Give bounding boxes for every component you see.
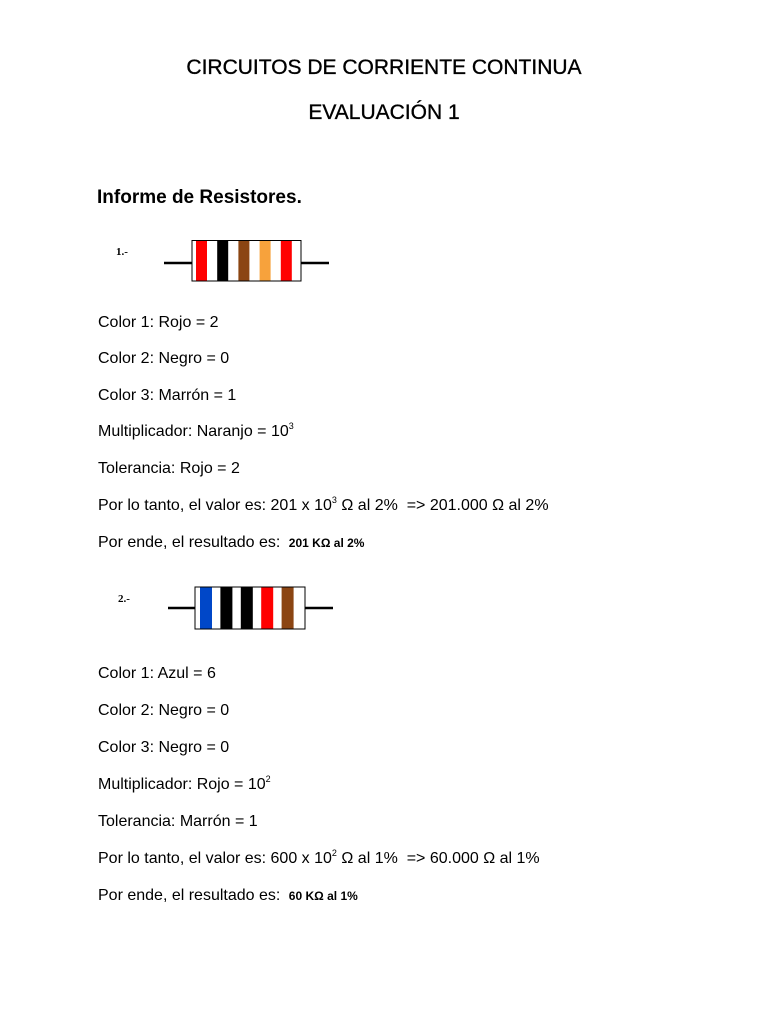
resistor-1-band-3 [238,241,249,281]
resistor-2-result-value: 60 KΩ al 1% [288,889,358,903]
resistor-1-number: 1.- [116,246,128,258]
resistor-1-color3: Color 3: Marrón = 1 [98,387,237,404]
resistor-2-band-1 [200,588,212,629]
resistor-1-diagram [164,239,330,283]
resistor-2-band-4 [261,588,273,629]
resistor-1-color1: Color 1: Rojo = 2 [98,314,219,331]
resistor-2-diagram [168,586,334,630]
resistor-2-multiplier-exponent: 2 [265,774,271,784]
resistor-2-band-2 [220,588,232,629]
resistor-2-color1: Color 1: Azul = 6 [98,665,216,682]
resistor-1-result-value: 201 KΩ al 2% [288,536,365,550]
resistor-2-tolerance: Tolerancia: Marrón = 1 [98,813,258,830]
resistor-2-band-5 [282,588,294,629]
section-heading: Informe de Resistores. [97,187,302,208]
resistor-1-value-suffix: Ω al 2% => 201.000 Ω al 2% [336,497,549,514]
resistor-1-band-1 [196,241,207,281]
resistor-1-multiplier-text: Multiplicador: Naranjo = 10 [98,423,289,440]
resistor-1-band-4 [260,241,271,281]
resistor-1-value-exponent: 3 [331,495,337,505]
resistor-2-value [98,849,540,869]
resistor-2-color3: Color 3: Negro = 0 [98,739,230,756]
resistor-2-result-label: Por ende, el resultado es: [98,887,281,904]
resistor-2-value-suffix: Ω al 1% => 60.000 Ω al 1% [336,850,540,867]
resistor-2-multiplier-text: Multiplicador: Rojo = 10 [98,776,266,793]
resistor-2-band-3 [241,588,253,629]
resistor-2-result [98,886,358,906]
resistor-1-result [98,533,364,553]
resistor-2-number: 2.- [118,593,130,605]
resistor-2-value-exponent: 2 [331,848,337,858]
resistor-1-multiplier [98,422,294,442]
resistor-1-value-text: Por lo tanto, el valor es: 201 x 10 [98,497,332,514]
resistor-2-value-text: Por lo tanto, el valor es: 600 x 10 [98,850,332,867]
resistor-1-tolerance: Tolerancia: Rojo = 2 [98,460,240,477]
resistor-2-color2: Color 2: Negro = 0 [98,702,230,719]
resistor-1-result-label: Por ende, el resultado es: [98,534,281,551]
resistor-1-color2: Color 2: Negro = 0 [98,350,230,367]
document-title: CIRCUITOS DE CORRIENTE CONTINUA [186,56,582,79]
document-subtitle: EVALUACIÓN 1 [308,101,460,124]
resistor-1-band-5 [281,241,292,281]
resistor-1-multiplier-exponent: 3 [288,421,294,431]
resistor-1-value [98,496,549,516]
resistor-2-multiplier [98,775,271,795]
resistor-1-band-2 [217,241,228,281]
